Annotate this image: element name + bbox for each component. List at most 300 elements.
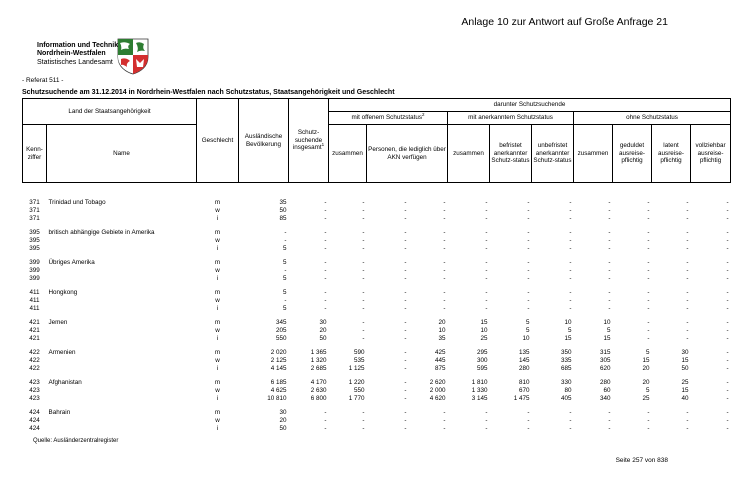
header-ohne-status: ohne Schutzstatus bbox=[574, 112, 731, 125]
table-row bbox=[23, 259, 731, 267]
cell-geschlecht: w bbox=[215, 236, 220, 244]
cell-kennziffer: 399 bbox=[29, 266, 40, 274]
cell-offen-zusammen: - bbox=[362, 266, 365, 274]
table-row bbox=[23, 275, 731, 283]
cell-geschlecht: i bbox=[216, 334, 219, 342]
cell-befristet: - bbox=[527, 214, 530, 222]
logo-line-1: Information und Technik bbox=[37, 42, 119, 49]
cell-vollziehbar: - bbox=[726, 386, 729, 394]
cell-bevoelkerung: 205 bbox=[275, 326, 287, 334]
referat-label: - Referat 511 - bbox=[22, 77, 64, 84]
cell-name bbox=[47, 335, 197, 343]
cell-vollziehbar: - bbox=[726, 364, 729, 372]
cell-befristet: 5 bbox=[525, 318, 530, 326]
cell-anerkannt-zusammen: - bbox=[485, 274, 488, 282]
cell-schutzsuchende: 30 bbox=[319, 318, 327, 326]
cell-vollziehbar: - bbox=[726, 394, 729, 402]
cell-befristet: 10 bbox=[522, 334, 530, 342]
cell-geschlecht: m bbox=[214, 408, 221, 416]
cell-anerkannt-zusammen: - bbox=[485, 266, 488, 274]
table-row bbox=[23, 417, 731, 425]
cell-offen-zusammen: - bbox=[362, 296, 365, 304]
table-row bbox=[23, 245, 731, 253]
cell-ohne-zusammen: - bbox=[608, 258, 611, 266]
cell-befristet: - bbox=[527, 408, 530, 416]
cell-unbefristet: 335 bbox=[560, 356, 572, 364]
footnote-mark-1: 1 bbox=[321, 142, 325, 148]
header-offener-status bbox=[329, 112, 448, 125]
cell-kennziffer: 395 bbox=[29, 228, 40, 236]
cell-befristet: - bbox=[527, 228, 530, 236]
cell-vollziehbar: - bbox=[726, 266, 729, 274]
header-personen-akn: Personen, die lediglich über AKN verfügen bbox=[367, 125, 448, 183]
cell-ohne-zusammen: 60 bbox=[603, 386, 611, 394]
page-number: Seite 257 von 838 bbox=[615, 457, 668, 464]
cell-akn-b: - bbox=[443, 228, 446, 236]
cell-akn-a: - bbox=[404, 416, 407, 424]
table-row bbox=[23, 327, 731, 335]
cell-schutzsuchende: 1 320 bbox=[310, 356, 327, 364]
cell-unbefristet: 5 bbox=[567, 326, 572, 334]
cell-latent: - bbox=[686, 236, 689, 244]
cell-bevoelkerung: 4 145 bbox=[270, 364, 287, 372]
table-row bbox=[23, 229, 731, 237]
cell-bevoelkerung: - bbox=[284, 266, 287, 274]
cell-name bbox=[47, 297, 197, 305]
cell-offen-zusammen: - bbox=[362, 416, 365, 424]
cell-bevoelkerung: 4 625 bbox=[270, 386, 287, 394]
cell-vollziehbar: - bbox=[726, 244, 729, 252]
cell-bevoelkerung: 550 bbox=[275, 334, 287, 342]
cell-vollziehbar: - bbox=[726, 304, 729, 312]
cell-schutzsuchende: - bbox=[324, 214, 327, 222]
cell-anerkannt-zusammen: 25 bbox=[480, 334, 488, 342]
cell-geschlecht: w bbox=[215, 386, 220, 394]
cell-name: britisch abhängige Gebiete in Amerika bbox=[48, 228, 155, 236]
cell-anerkannt-zusammen: 595 bbox=[476, 364, 488, 372]
cell-ohne-zusammen: 15 bbox=[603, 334, 611, 342]
cell-latent: - bbox=[686, 334, 689, 342]
cell-akn-b: - bbox=[443, 266, 446, 274]
cell-akn-b: - bbox=[443, 288, 446, 296]
cell-bevoelkerung: - bbox=[284, 228, 287, 236]
cell-geduldet: - bbox=[647, 416, 650, 424]
cell-latent: 15 bbox=[681, 386, 689, 394]
cell-latent: - bbox=[686, 266, 689, 274]
cell-name bbox=[47, 275, 197, 283]
cell-anerkannt-zusammen: - bbox=[485, 416, 488, 424]
cell-akn-b: 445 bbox=[434, 356, 446, 364]
table-body bbox=[23, 183, 731, 433]
cell-kennziffer: 395 bbox=[29, 236, 40, 244]
cell-ohne-zusammen: - bbox=[608, 214, 611, 222]
cell-befristet: 5 bbox=[525, 326, 530, 334]
header-land: Land der Staatsangehörigkeit bbox=[23, 99, 197, 125]
cell-offen-zusammen: 535 bbox=[353, 356, 365, 364]
table-row bbox=[23, 349, 731, 357]
cell-akn-a: - bbox=[404, 334, 407, 342]
cell-anerkannt-zusammen: 300 bbox=[476, 356, 488, 364]
cell-akn-a: - bbox=[404, 386, 407, 394]
cell-unbefristet: - bbox=[569, 244, 572, 252]
cell-akn-a: - bbox=[404, 198, 407, 206]
cell-geschlecht: m bbox=[214, 258, 221, 266]
cell-vollziehbar: - bbox=[726, 198, 729, 206]
cell-unbefristet: 405 bbox=[560, 394, 572, 402]
cell-akn-b: 875 bbox=[434, 364, 446, 372]
cell-ohne-zusammen: - bbox=[608, 206, 611, 214]
cell-offen-zusammen: - bbox=[362, 236, 365, 244]
cell-geduldet: - bbox=[647, 266, 650, 274]
cell-akn-a: - bbox=[404, 214, 407, 222]
cell-schutzsuchende: 2 630 bbox=[310, 386, 327, 394]
cell-schutzsuchende: 1 365 bbox=[310, 348, 327, 356]
cell-offen-zusammen: - bbox=[362, 274, 365, 282]
cell-latent: - bbox=[686, 296, 689, 304]
cell-ohne-zusammen: - bbox=[608, 408, 611, 416]
cell-befristet: - bbox=[527, 424, 530, 432]
cell-akn-a: - bbox=[404, 244, 407, 252]
cell-ohne-zusammen: - bbox=[608, 424, 611, 432]
cell-akn-b: - bbox=[443, 236, 446, 244]
cell-geschlecht: w bbox=[215, 296, 220, 304]
cell-offen-zusammen: - bbox=[362, 244, 365, 252]
cell-latent: - bbox=[686, 288, 689, 296]
cell-geduldet: 20 bbox=[642, 378, 650, 386]
cell-akn-b: - bbox=[443, 258, 446, 266]
cell-akn-b: - bbox=[443, 244, 446, 252]
cell-akn-a: - bbox=[404, 266, 407, 274]
cell-latent: - bbox=[686, 206, 689, 214]
cell-geschlecht: i bbox=[216, 214, 219, 222]
cell-ohne-zusammen: - bbox=[608, 274, 611, 282]
cell-name bbox=[47, 327, 197, 335]
cell-befristet: 280 bbox=[518, 364, 530, 372]
cell-offen-zusammen: 1 125 bbox=[348, 364, 365, 372]
cell-kennziffer: 399 bbox=[29, 274, 40, 282]
cell-akn-b: 4 620 bbox=[429, 394, 446, 402]
cell-geschlecht: w bbox=[215, 326, 220, 334]
cell-schutzsuchende: 50 bbox=[319, 334, 327, 342]
cell-schutzsuchende: - bbox=[324, 408, 327, 416]
cell-befristet: 135 bbox=[518, 348, 530, 356]
cell-schutzsuchende: - bbox=[324, 266, 327, 274]
cell-offen-zusammen: - bbox=[362, 424, 365, 432]
cell-kennziffer: 422 bbox=[29, 356, 40, 364]
cell-kennziffer: 423 bbox=[29, 386, 40, 394]
table-row bbox=[23, 237, 731, 245]
cell-befristet: - bbox=[527, 236, 530, 244]
table-row bbox=[23, 425, 731, 433]
cell-latent: 15 bbox=[681, 356, 689, 364]
cell-akn-a: - bbox=[404, 258, 407, 266]
cell-ohne-zusammen: 280 bbox=[599, 378, 611, 386]
header-ohne-zusammen: zusammen bbox=[574, 125, 613, 183]
cell-kennziffer: 423 bbox=[29, 394, 40, 402]
cell-offen-zusammen: 590 bbox=[353, 348, 365, 356]
cell-akn-b: - bbox=[443, 424, 446, 432]
cell-latent: - bbox=[686, 228, 689, 236]
cell-befristet: - bbox=[527, 266, 530, 274]
cell-vollziehbar: - bbox=[726, 318, 729, 326]
cell-akn-b: - bbox=[443, 214, 446, 222]
table-row bbox=[23, 357, 731, 365]
cell-kennziffer: 421 bbox=[29, 334, 40, 342]
header-kennziffer: Kenn-ziffer bbox=[23, 125, 47, 183]
cell-schutzsuchende: - bbox=[324, 274, 327, 282]
statistics-table bbox=[22, 98, 729, 433]
cell-name bbox=[47, 417, 197, 425]
cell-akn-a: - bbox=[404, 394, 407, 402]
cell-schutzsuchende: - bbox=[324, 236, 327, 244]
cell-bevoelkerung: 85 bbox=[279, 214, 287, 222]
cell-akn-a: - bbox=[404, 424, 407, 432]
publisher-logo-text bbox=[37, 42, 118, 67]
table-row bbox=[23, 409, 731, 417]
cell-geschlecht: w bbox=[215, 416, 220, 424]
cell-vollziehbar: - bbox=[726, 258, 729, 266]
cell-unbefristet: 80 bbox=[564, 386, 572, 394]
cell-geschlecht: w bbox=[215, 206, 220, 214]
cell-geduldet: - bbox=[647, 244, 650, 252]
cell-unbefristet: - bbox=[569, 416, 572, 424]
cell-ohne-zusammen: 5 bbox=[606, 326, 611, 334]
cell-geschlecht: m bbox=[214, 318, 221, 326]
cell-akn-b: 10 bbox=[438, 326, 446, 334]
cell-name: Übriges Amerika bbox=[48, 258, 95, 266]
table-row bbox=[23, 297, 731, 305]
cell-akn-a: - bbox=[404, 236, 407, 244]
cell-unbefristet: 330 bbox=[560, 378, 572, 386]
cell-latent: - bbox=[686, 416, 689, 424]
cell-geschlecht: i bbox=[216, 304, 219, 312]
cell-bevoelkerung: 2 020 bbox=[270, 348, 287, 356]
cell-unbefristet: 10 bbox=[564, 318, 572, 326]
cell-akn-a: - bbox=[404, 408, 407, 416]
header-latent: latent ausreise-pflichtig bbox=[652, 125, 691, 183]
cell-offen-zusammen: - bbox=[362, 228, 365, 236]
cell-geschlecht: i bbox=[216, 244, 219, 252]
cell-akn-b: - bbox=[443, 408, 446, 416]
cell-unbefristet: - bbox=[569, 228, 572, 236]
cell-geschlecht: w bbox=[215, 266, 220, 274]
cell-kennziffer: 371 bbox=[29, 214, 40, 222]
cell-befristet: 810 bbox=[518, 378, 530, 386]
cell-anerkannt-zusammen: - bbox=[485, 304, 488, 312]
cell-bevoelkerung: 5 bbox=[282, 258, 287, 266]
cell-geschlecht: i bbox=[216, 394, 219, 402]
cell-unbefristet: - bbox=[569, 424, 572, 432]
cell-offen-zusammen: - bbox=[362, 214, 365, 222]
cell-geschlecht: i bbox=[216, 364, 219, 372]
cell-offen-zusammen: - bbox=[362, 304, 365, 312]
cell-anerkannt-zusammen: - bbox=[485, 424, 488, 432]
cell-kennziffer: 371 bbox=[29, 206, 40, 214]
cell-vollziehbar: - bbox=[726, 206, 729, 214]
cell-schutzsuchende: - bbox=[324, 244, 327, 252]
cell-geduldet: - bbox=[647, 214, 650, 222]
cell-ohne-zusammen: - bbox=[608, 416, 611, 424]
cell-akn-b: - bbox=[443, 304, 446, 312]
cell-befristet: - bbox=[527, 258, 530, 266]
cell-geduldet: 5 bbox=[645, 386, 650, 394]
cell-akn-b: 2 000 bbox=[429, 386, 446, 394]
cell-kennziffer: 424 bbox=[29, 416, 40, 424]
header-offener-status-label: mit offenem Schutzstatus bbox=[351, 114, 423, 122]
cell-bevoelkerung: - bbox=[284, 296, 287, 304]
cell-ohne-zusammen: - bbox=[608, 244, 611, 252]
cell-akn-a: - bbox=[404, 378, 407, 386]
cell-kennziffer: 395 bbox=[29, 244, 40, 252]
cell-unbefristet: - bbox=[569, 236, 572, 244]
header-offen-zusammen: zusammen bbox=[329, 125, 367, 183]
cell-schutzsuchende: - bbox=[324, 424, 327, 432]
cell-name: Bahrain bbox=[48, 408, 71, 416]
cell-latent: 25 bbox=[681, 378, 689, 386]
cell-offen-zusammen: - bbox=[362, 318, 365, 326]
cell-name bbox=[47, 365, 197, 373]
cell-anerkannt-zusammen: - bbox=[485, 244, 488, 252]
cell-akn-a: - bbox=[404, 274, 407, 282]
cell-bevoelkerung: 35 bbox=[279, 198, 287, 206]
cell-kennziffer: 421 bbox=[29, 318, 40, 326]
cell-akn-b: - bbox=[443, 416, 446, 424]
cell-anerkannt-zusammen: 1 330 bbox=[471, 386, 488, 394]
cell-geschlecht: m bbox=[214, 288, 221, 296]
cell-akn-a: - bbox=[404, 356, 407, 364]
cell-akn-b: - bbox=[443, 296, 446, 304]
table-row bbox=[23, 267, 731, 275]
cell-akn-a: - bbox=[404, 326, 407, 334]
cell-geschlecht: m bbox=[214, 198, 221, 206]
cell-geduldet: 15 bbox=[642, 356, 650, 364]
cell-bevoelkerung: 5 bbox=[282, 288, 287, 296]
cell-unbefristet: 685 bbox=[560, 364, 572, 372]
cell-befristet: - bbox=[527, 416, 530, 424]
cell-offen-zusammen: - bbox=[362, 258, 365, 266]
header-darunter: darunter Schutzsuchende bbox=[329, 99, 731, 112]
cell-kennziffer: 411 bbox=[29, 288, 40, 296]
cell-kennziffer: 424 bbox=[29, 408, 40, 416]
cell-kennziffer: 424 bbox=[29, 424, 40, 432]
header-vollziehbar: vollziehbar ausreise-pflichtig bbox=[691, 125, 731, 183]
cell-anerkannt-zusammen: - bbox=[485, 258, 488, 266]
cell-ohne-zusammen: - bbox=[608, 288, 611, 296]
cell-unbefristet: - bbox=[569, 198, 572, 206]
header-name: Name bbox=[47, 125, 197, 183]
cell-ohne-zusammen: 315 bbox=[599, 348, 611, 356]
cell-offen-zusammen: 1 220 bbox=[348, 378, 365, 386]
cell-name bbox=[47, 305, 197, 313]
cell-vollziehbar: - bbox=[726, 326, 729, 334]
header-geschlecht: Geschlecht bbox=[197, 99, 239, 183]
cell-geduldet: - bbox=[647, 304, 650, 312]
cell-latent: - bbox=[686, 424, 689, 432]
cell-kennziffer: 423 bbox=[29, 378, 40, 386]
cell-akn-a: - bbox=[404, 348, 407, 356]
cell-anerkannt-zusammen: - bbox=[485, 296, 488, 304]
cell-unbefristet: - bbox=[569, 408, 572, 416]
header-bevoelkerung: Ausländische Bevölkerung bbox=[239, 99, 289, 183]
cell-ohne-zusammen: - bbox=[608, 236, 611, 244]
header-befristet: befristet anerkannter Schutz-status bbox=[490, 125, 532, 183]
cell-vollziehbar: - bbox=[726, 228, 729, 236]
cell-name: Hongkong bbox=[48, 288, 78, 296]
cell-unbefristet: 350 bbox=[560, 348, 572, 356]
cell-offen-zusammen: - bbox=[362, 288, 365, 296]
cell-anerkannt-zusammen: 1 810 bbox=[471, 378, 488, 386]
header-schutzsuchende-insgesamt bbox=[289, 99, 329, 183]
cell-geduldet: - bbox=[647, 296, 650, 304]
cell-name bbox=[47, 357, 197, 365]
cell-geduldet: 25 bbox=[642, 394, 650, 402]
cell-kennziffer: 422 bbox=[29, 348, 40, 356]
cell-akn-b: - bbox=[443, 198, 446, 206]
cell-schutzsuchende: 2 685 bbox=[310, 364, 327, 372]
cell-name bbox=[47, 207, 197, 215]
cell-kennziffer: 371 bbox=[29, 198, 40, 206]
cell-schutzsuchende: - bbox=[324, 304, 327, 312]
cell-latent: 30 bbox=[681, 348, 689, 356]
cell-schutzsuchende: - bbox=[324, 228, 327, 236]
cell-geduldet: - bbox=[647, 206, 650, 214]
cell-geduldet: - bbox=[647, 334, 650, 342]
cell-bevoelkerung: 5 bbox=[282, 244, 287, 252]
cell-anerkannt-zusammen: 15 bbox=[480, 318, 488, 326]
cell-name: Afghanistan bbox=[48, 378, 82, 386]
table-row bbox=[23, 207, 731, 215]
cell-geduldet: - bbox=[647, 236, 650, 244]
cell-geduldet: - bbox=[647, 288, 650, 296]
cell-akn-a: - bbox=[404, 206, 407, 214]
cell-bevoelkerung: 10 810 bbox=[267, 394, 287, 402]
cell-unbefristet: - bbox=[569, 206, 572, 214]
cell-name bbox=[47, 245, 197, 253]
cell-bevoelkerung: 6 185 bbox=[270, 378, 287, 386]
cell-akn-a: - bbox=[404, 364, 407, 372]
table-row bbox=[23, 335, 731, 343]
cell-kennziffer: 421 bbox=[29, 326, 40, 334]
annex-line: Anlage 10 zur Antwort auf Große Anfrage 21 bbox=[461, 16, 668, 28]
cell-anerkannt-zusammen: - bbox=[485, 214, 488, 222]
cell-latent: - bbox=[686, 318, 689, 326]
cell-befristet: 145 bbox=[518, 356, 530, 364]
cell-latent: 50 bbox=[681, 364, 689, 372]
cell-geschlecht: w bbox=[215, 356, 220, 364]
cell-ohne-zusammen: 10 bbox=[603, 318, 611, 326]
cell-befristet: - bbox=[527, 296, 530, 304]
cell-latent: - bbox=[686, 274, 689, 282]
cell-bevoelkerung: 50 bbox=[279, 206, 287, 214]
cell-name bbox=[47, 267, 197, 275]
cell-vollziehbar: - bbox=[726, 424, 729, 432]
header-schutzsuchende-label: Schutz-suchende insgesamt bbox=[292, 129, 323, 152]
cell-bevoelkerung: - bbox=[284, 236, 287, 244]
cell-unbefristet: - bbox=[569, 258, 572, 266]
table-row bbox=[23, 289, 731, 297]
cell-unbefristet: - bbox=[569, 266, 572, 274]
cell-geschlecht: m bbox=[214, 378, 221, 386]
cell-unbefristet: - bbox=[569, 214, 572, 222]
cell-befristet: 1 475 bbox=[513, 394, 530, 402]
cell-name bbox=[47, 395, 197, 403]
cell-geschlecht: m bbox=[214, 228, 221, 236]
table-row bbox=[23, 395, 731, 403]
cell-geduldet: 5 bbox=[645, 348, 650, 356]
cell-offen-zusammen: 550 bbox=[353, 386, 365, 394]
cell-latent: - bbox=[686, 408, 689, 416]
logo-line-3: Statistisches Landesamt bbox=[37, 58, 113, 66]
